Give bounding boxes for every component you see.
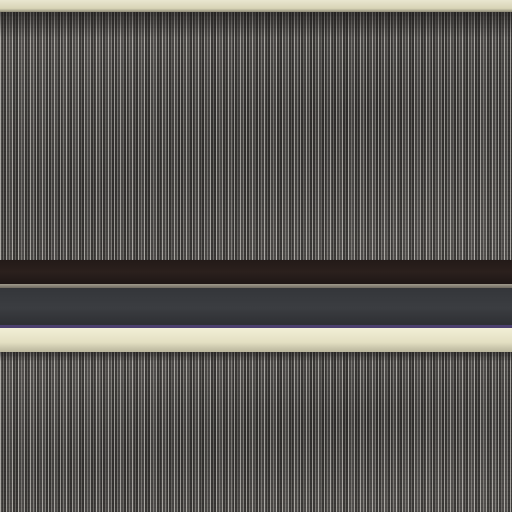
charcoal-rail xyxy=(0,288,512,328)
upper-textured-panel xyxy=(0,12,512,260)
lower-textured-panel xyxy=(0,352,512,512)
middle-cream-strip xyxy=(0,328,512,352)
dark-horizontal-bar xyxy=(0,260,512,284)
top-cream-strip xyxy=(0,0,512,12)
